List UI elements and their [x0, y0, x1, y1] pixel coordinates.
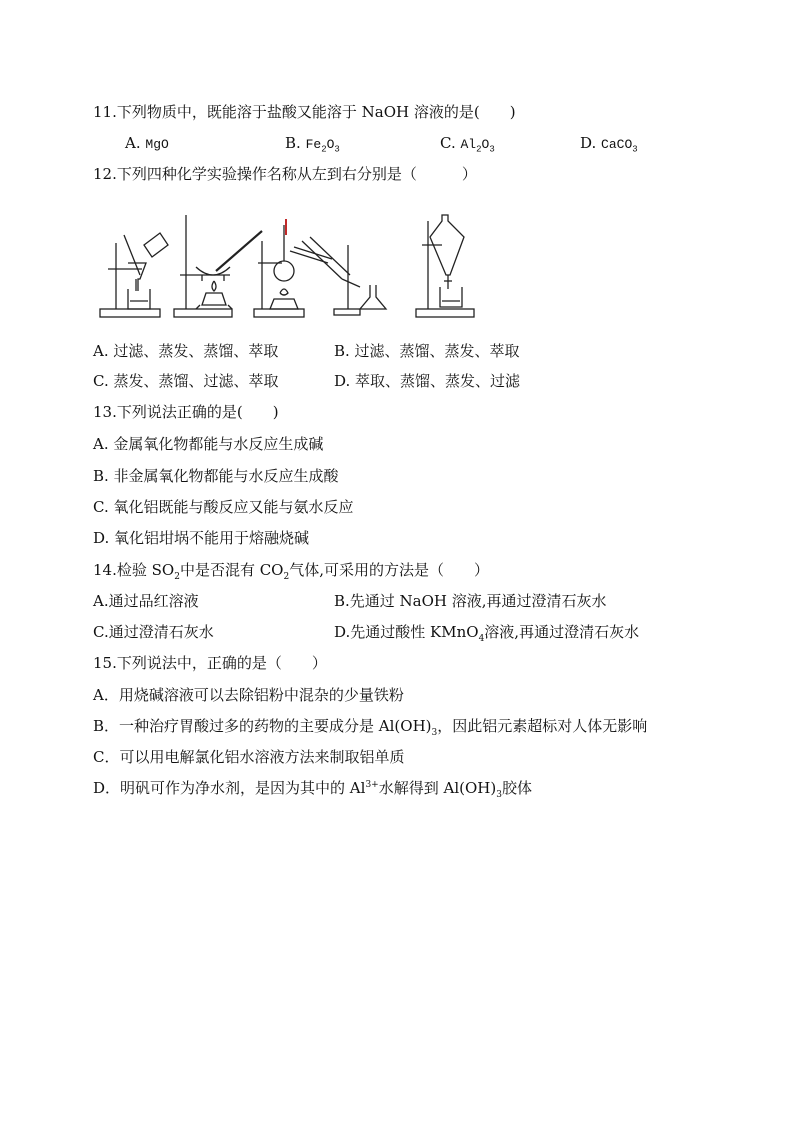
q12-option-b: B. 过滤、蒸馏、蒸发、萃取 — [334, 342, 520, 360]
q11-option-b: B. $Fe_2O_3$ — [285, 134, 340, 155]
distillation-apparatus-icon — [254, 219, 386, 317]
q15-option-d: D．明矾可作为净水剂，是因为其中的 $Al^{3+}$水解得到 $Al(OH)_3$胶体 — [93, 779, 532, 800]
evaporation-apparatus-icon — [174, 215, 262, 317]
q14-option-a: A.通过品红溶液 — [93, 592, 199, 610]
q12-option-a: A. 过滤、蒸发、蒸馏、萃取 — [93, 342, 279, 360]
q11-option-d: D. CaCO$_3$ — [580, 134, 638, 155]
q14-option-b: B.先通过 NaOH 溶液,再通过澄清石灰水 — [334, 592, 607, 610]
q13-option-c: C. 氧化铝既能与酸反应又能与氨水反应 — [93, 498, 354, 516]
q15-stem: 15.下列说法中，正确的是（ ） — [93, 654, 327, 672]
q11-stem: 11.下列物质中，既能溶于盐酸又能溶于 NaOH 溶液的是( ) — [93, 103, 516, 121]
q14-option-c: C.通过澄清石灰水 — [93, 623, 214, 641]
q15-option-c: C．可以用电解氯化铝水溶液方法来制取铝单质 — [93, 748, 405, 766]
q15-option-a: A．用烧碱溶液可以去除铝粉中混杂的少量铁粉 — [93, 686, 404, 704]
q13-option-d: D. 氧化铝坩埚不能用于熔融烧碱 — [93, 529, 310, 547]
q11-option-c: C. $Al_2O_3$ — [440, 134, 495, 155]
q11-option-a: A. MgO — [125, 134, 169, 152]
q15-option-b: B．一种治疗胃酸过多的药物的主要成分是 $Al(OH)_3$，因此铝元素超标对人体无影响 — [93, 717, 648, 738]
q14-option-d: D.先通过酸性 KMnO$_4$溶液,再通过澄清石灰水 — [334, 623, 640, 644]
filtration-apparatus-icon — [100, 233, 168, 317]
q14-stem: 14.检验 $SO_2$中是否混有 $CO_2$气体,可采用的方法是（ ） — [93, 561, 489, 582]
q13-option-b: B. 非金属氧化物都能与水反应生成酸 — [93, 467, 339, 485]
q12-option-d: D. 萃取、蒸馏、蒸发、过滤 — [334, 372, 521, 390]
q13-stem: 13.下列说法正确的是( ) — [93, 403, 279, 421]
q13-option-a: A. 金属氧化物都能与水反应生成碱 — [93, 435, 324, 453]
lab-apparatus-figure — [98, 205, 493, 323]
q12-stem: 12.下列四种化学实验操作名称从左到右分别是（ ） — [93, 165, 477, 183]
q12-option-c: C. 蒸发、蒸馏、过滤、萃取 — [93, 372, 279, 390]
extraction-apparatus-icon — [416, 215, 474, 317]
